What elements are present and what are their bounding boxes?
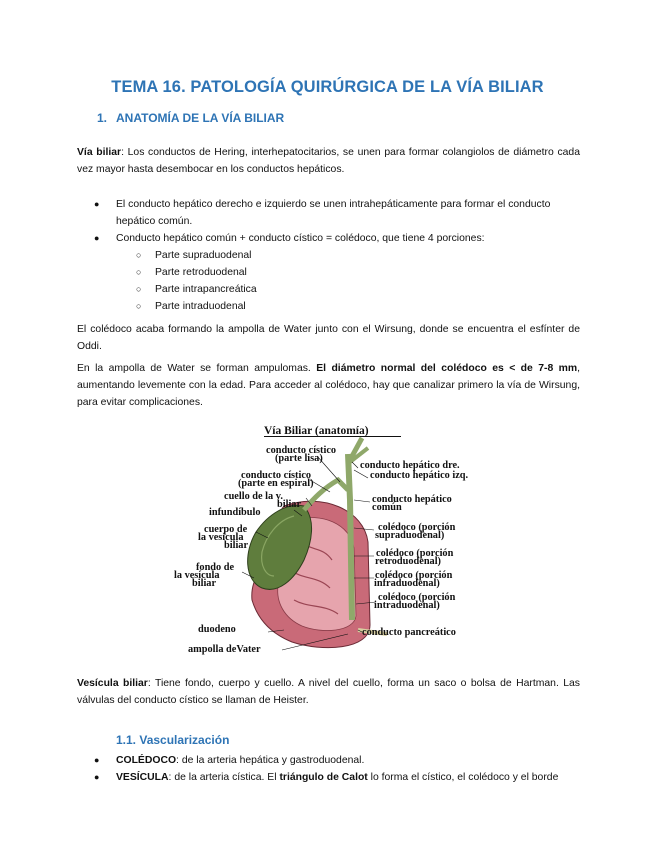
label-coledoco-retro: colédoco (porción: [376, 548, 454, 559]
paragraph-vesicula: [77, 675, 580, 709]
sub-item-text: Parte intraduodenal: [155, 301, 246, 312]
label-cuerpo-sub1: la vesícula: [198, 532, 244, 543]
label-coledoco-supra: colédoco (porción: [378, 522, 456, 533]
paragraph-text: : Tiene fondo, cuerpo y cuello. A nivel del cuello, forma un saco o bolsa de Hartman. Las válvulas del conducto cístico se llaman de Heister.: [77, 678, 580, 706]
paragraph-ampulomas: [77, 360, 580, 411]
bullet-icon: ●: [94, 755, 100, 765]
circle-bullet-icon: ○: [136, 284, 142, 294]
label-coledoco-infra-sub: infraduodenal): [374, 578, 440, 589]
figure-title: Vía Biliar (anatomía): [264, 425, 369, 437]
sub-item-text: Parte supraduodenal: [155, 250, 252, 261]
term-vesicula: VESÍCULA: [116, 772, 169, 783]
label-cistico-espiral: conducto cístico: [241, 470, 312, 481]
sub-list-item: [116, 247, 580, 264]
label-hepatico-dre: conducto hepático dre.: [360, 460, 460, 471]
label-hepatico-comun-sub: común: [372, 502, 402, 513]
paragraph-via-biliar: [77, 144, 580, 178]
section-number: 1.: [97, 111, 108, 125]
list-item-text: : de la arteria hepática y gastroduodenal.: [176, 755, 365, 766]
list-item-text: : de la arteria cística. El: [168, 772, 280, 783]
sub-item-text: Parte retroduodenal: [155, 267, 247, 278]
label-coledoco-supra-sub: supraduodenal): [375, 530, 445, 541]
circle-bullet-icon: ○: [136, 301, 142, 311]
list-item-text: lo forma el cístico, el colédoco y el borde: [367, 772, 559, 783]
label-cuello-sub: biliar: [277, 499, 302, 510]
section-heading-anatomia: [97, 111, 284, 125]
list-item-text: El conducto hepático derecho e izquierdo se unen intrahepáticamente para formar el conducto hepático común.: [116, 199, 551, 227]
bullet-icon: ●: [94, 199, 100, 209]
page-title: TEMA 16. PATOLOGÍA QUIRÚRGICA DE LA VÍA BILIAR: [111, 78, 544, 96]
label-coledoco-intra: colédoco (porción: [378, 592, 456, 603]
sub-list-item: [116, 298, 580, 315]
bullet-list-conductos: [77, 196, 580, 315]
bullet-icon: ●: [94, 233, 100, 243]
label-cistico-lisa: conducto cístico: [266, 445, 337, 456]
label-hepatico-izq: conducto hepático izq.: [370, 470, 469, 481]
sub-item-text: Parte intrapancreática: [155, 284, 257, 295]
paragraph-text: , aumentando levemente con la edad. Para acceder al colédoco, hay que canalizar primero la vía de Wirsung, para evitar complicaciones.: [77, 363, 580, 408]
term-coledoco: COLÉDOCO: [116, 755, 177, 766]
label-fondo-sub2: biliar: [192, 578, 217, 589]
common-bile-duct: [348, 454, 352, 620]
subsection-heading-vascularizacion: 1.1. Vascularización: [116, 733, 230, 747]
label-ampolla: ampolla deVater: [188, 644, 261, 655]
sub-list-item: [116, 264, 580, 281]
label-cuerpo: cuerpo de: [204, 524, 248, 535]
label-coledoco-intra-sub: intraduodenal): [374, 600, 440, 611]
label-coledoco-infra: colédoco (porción: [375, 570, 453, 581]
anatomy-figure: [172, 420, 492, 665]
list-item-text: Conducto hepático común + conducto cístico = colédoco, que tiene 4 porciones:: [116, 233, 485, 244]
paragraph-text: : Los conductos de Hering, interhepatocitarios, se unen para formar colangiolos de diámetro cada vez mayor hasta desembocar en los conductos hepáticos.: [77, 147, 580, 175]
label-infundibulo: infundíbulo: [209, 507, 261, 518]
list-item: [77, 196, 580, 230]
label-fondo: fondo de: [196, 562, 235, 573]
bullet-icon: ●: [94, 772, 100, 782]
label-cuerpo-sub2: biliar: [224, 540, 249, 551]
term-via-biliar: Vía biliar: [77, 147, 122, 158]
circle-bullet-icon: ○: [136, 250, 142, 260]
emphasis-diametro: El diámetro normal del colédoco es < de 7-8 mm: [316, 363, 578, 374]
list-item: [77, 752, 580, 769]
term-vesicula-biliar: Vesícula biliar: [77, 678, 148, 689]
label-duodeno: duodeno: [198, 624, 236, 635]
bullet-list-vascularizacion: [77, 752, 580, 786]
list-item: [77, 769, 580, 786]
label-hepatico-comun: conducto hepático: [372, 494, 452, 505]
label-cistico-lisa-sub: (parte lisa): [275, 453, 323, 464]
label-coledoco-retro-sub: retroduodenal): [375, 556, 441, 567]
list-item: [77, 230, 580, 315]
circle-bullet-icon: ○: [136, 267, 142, 277]
paragraph-text: En la ampolla de Water se forman ampulomas.: [77, 363, 317, 374]
section-label: ANATOMÍA DE LA VÍA BILIAR: [116, 111, 285, 125]
paragraph-ampolla: El colédoco acaba formando la ampolla de Water junto con el Wirsung, donde se encuentra el esfínter de Oddi.: [77, 324, 580, 352]
sub-list-porciones: [116, 247, 580, 315]
label-cistico-espiral-sub: (parte en espiral): [238, 478, 314, 489]
label-conducto-pancreatico: conducto pancreático: [362, 627, 456, 638]
term-triangulo-calot: triángulo de Calot: [279, 772, 368, 783]
sub-list-item: [116, 281, 580, 298]
label-cuello: cuello de la v.: [224, 491, 283, 502]
label-fondo-sub1: la vesícula: [174, 570, 220, 581]
